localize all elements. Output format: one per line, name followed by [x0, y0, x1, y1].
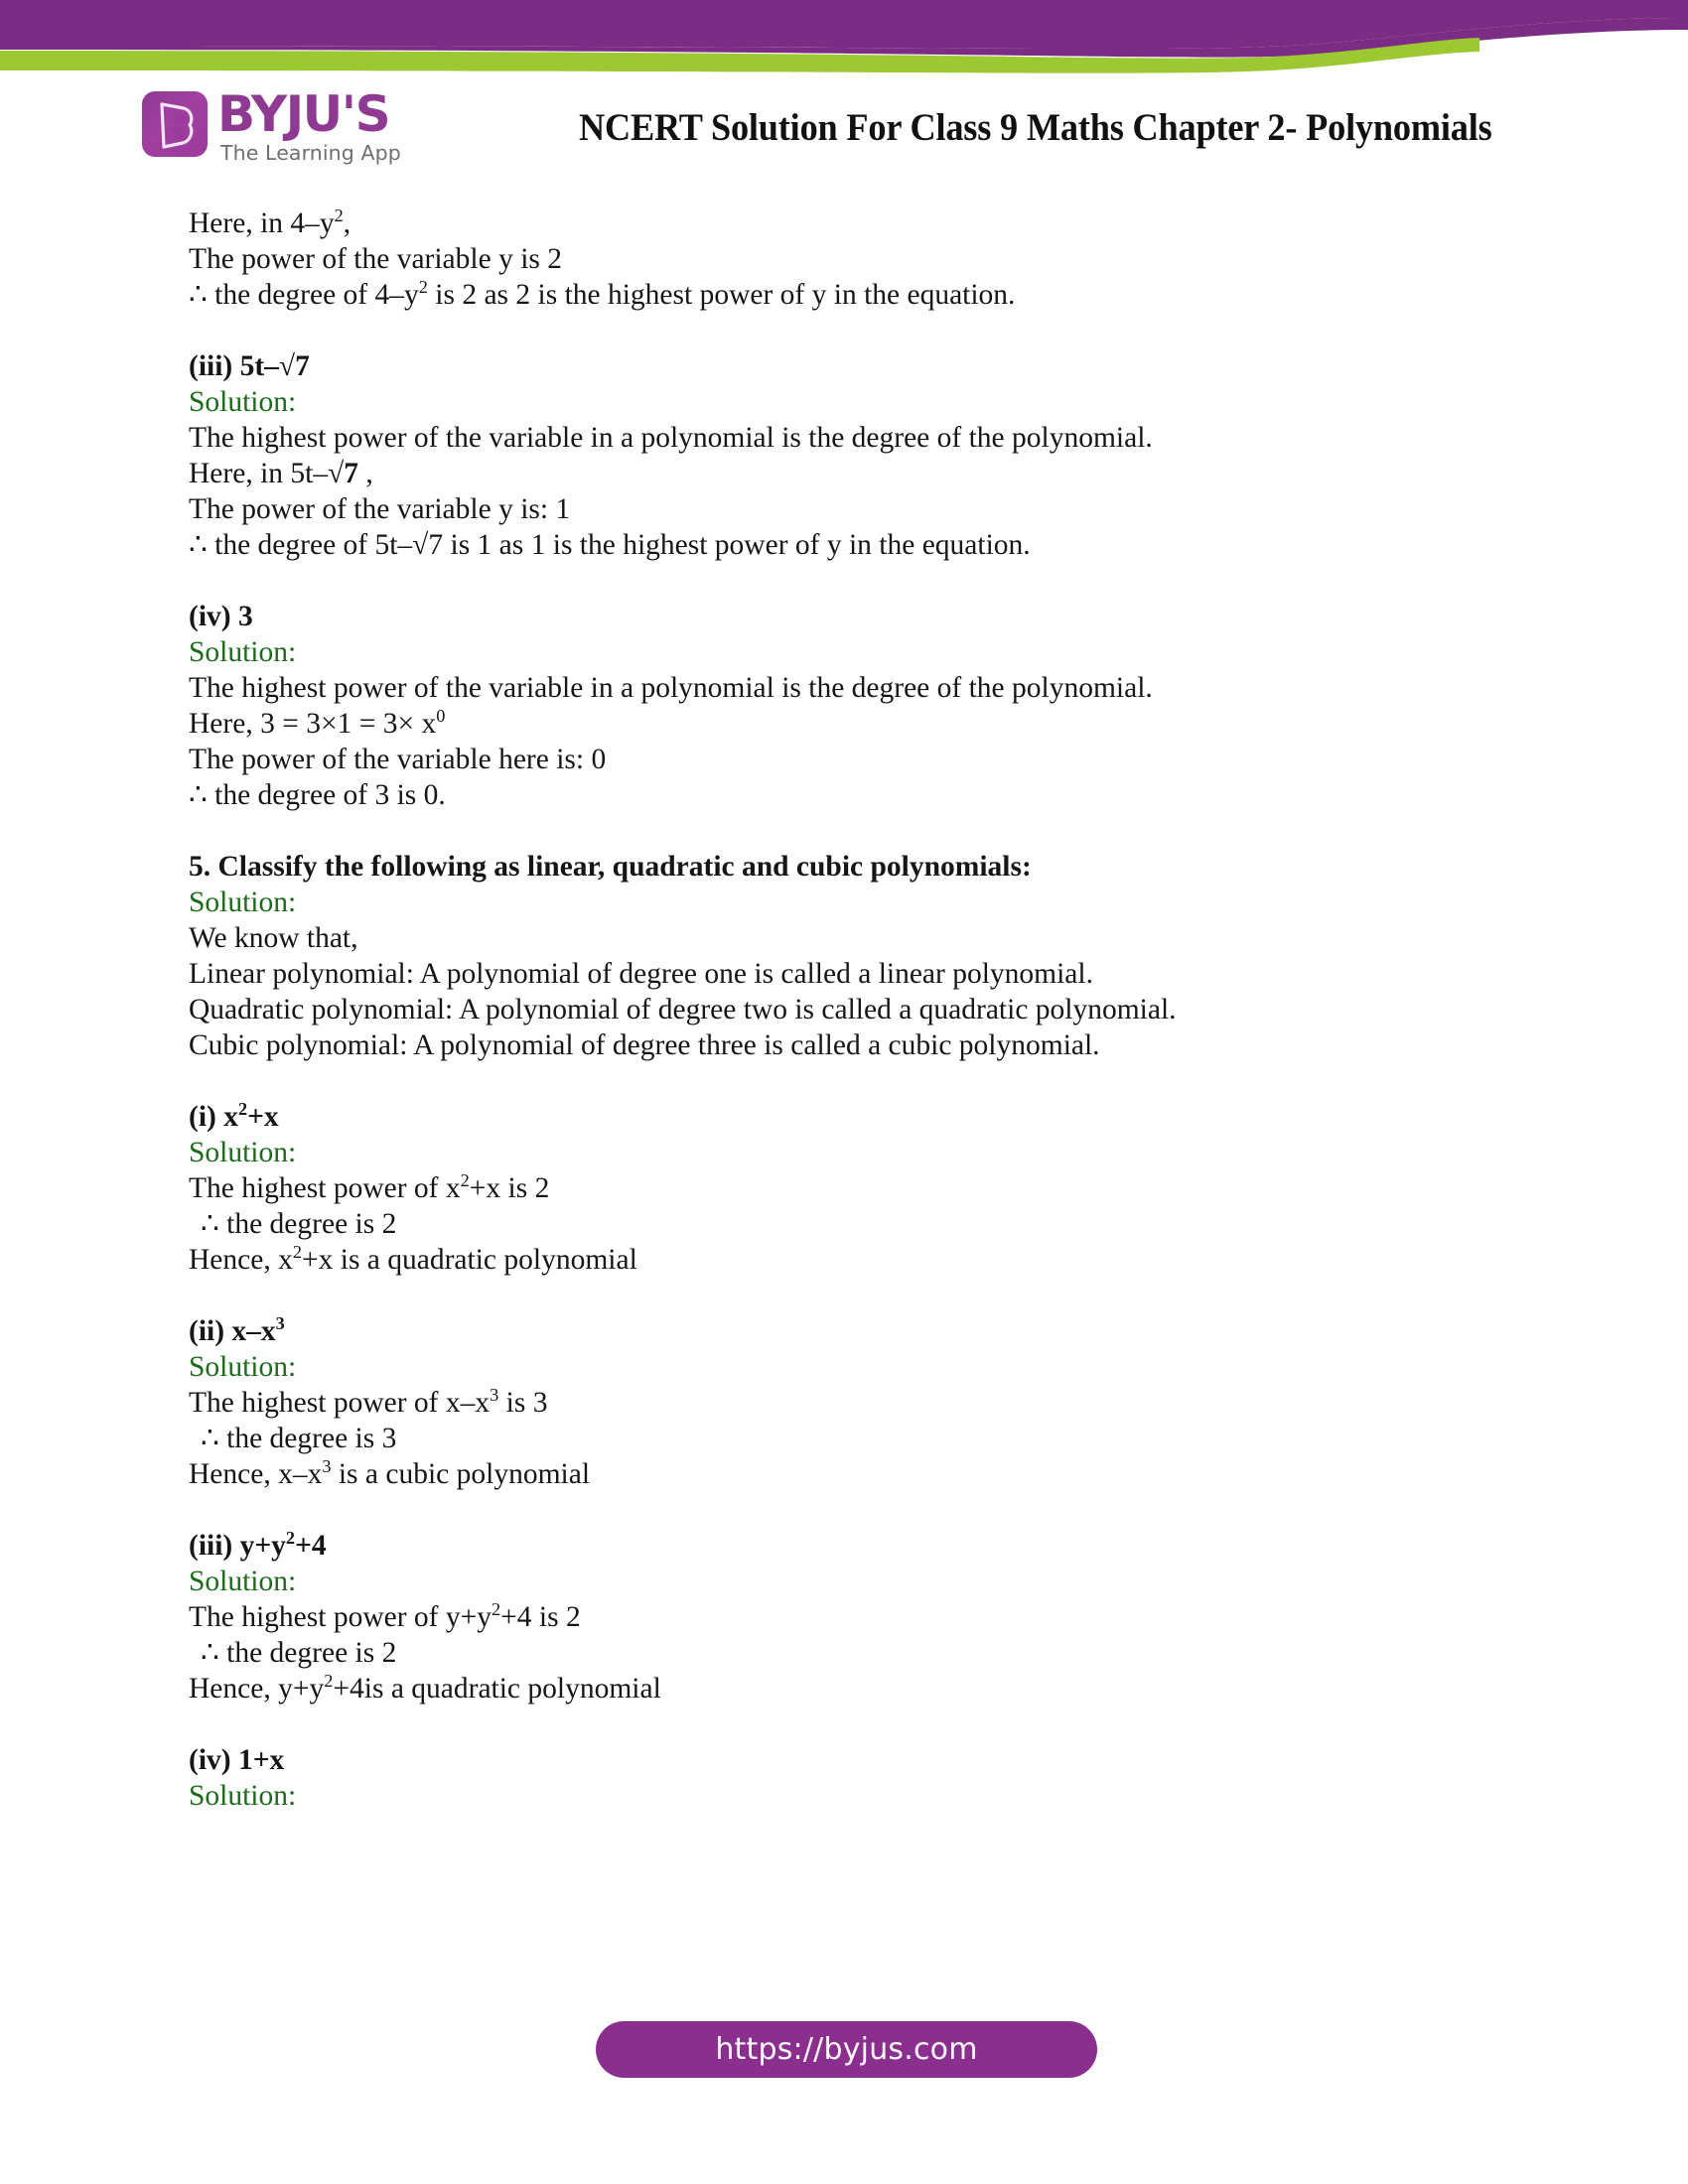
block-spacer: [189, 1492, 1380, 1528]
content-block-item-iv-3: [189, 599, 1380, 813]
text-line-hence-ii: Hence, $x-x^3$ is a cubic polynomial: [189, 1456, 591, 1490]
content-block-item-iv-1-plus-x: [189, 1742, 1380, 1814]
text-line-power-of-y-is-1: The power of the variable y is: 1: [189, 493, 571, 525]
solution-content: [189, 205, 1380, 1814]
text-line-highest-power-ii: The highest power of $x-x^3$ is 3: [189, 1385, 548, 1419]
text-line-solution-label-i: Solution:: [189, 1137, 297, 1168]
block-spacer: [189, 1278, 1380, 1313]
text-line-we-know-that: We know that,: [189, 922, 358, 954]
text-line-solution-label-q5: Solution:: [189, 887, 297, 918]
text-line-def-linear: Linear polynomial: A polynomial of degree one is called a linear polynomial.: [189, 958, 1093, 990]
text-line-solution-label-iv-2: Solution:: [189, 1780, 297, 1812]
byjus-wordmark: BYJU'S: [217, 85, 390, 143]
text-line-question-5-heading: 5. Classify the following as linear, quadratic and cubic polynomials:: [189, 851, 1032, 883]
content-block-question-5: [189, 849, 1380, 1063]
page-title: NCERT Solution For Class 9 Maths Chapter 2- Polynomials: [579, 106, 1492, 149]
block-spacer: [189, 813, 1380, 849]
text-line-heading-iv: (iv) 3: [189, 601, 253, 632]
header-decoration: [0, 0, 1688, 74]
text-line-definition-degree-iv: The highest power of the variable in a polynomial is the degree of the polynomial.: [189, 672, 1153, 704]
text-line-here-3-equals: Here, $3 = 3\times 1 = 3\times x^0$: [189, 706, 446, 740]
text-line-therefore-degree-3: ∴ the degree of 3 is 0.: [189, 779, 446, 811]
content-block-item-ii-x-minus-x3: [189, 1313, 1380, 1492]
text-line-solution-label-iii: Solution:: [189, 386, 297, 418]
content-block-item-iii-5t-root7: [189, 348, 1380, 563]
text-line-solution-label-iv: Solution:: [189, 636, 297, 668]
byjus-logo: [142, 85, 440, 187]
text-line-therefore-degree-5t: ∴ the degree of 5t–√7 is 1 as 1 is the highest power of y in the equation.: [189, 529, 1031, 561]
block-spacer: [189, 1706, 1380, 1742]
text-line-degree-iii-2: ∴ the degree is 2: [201, 1637, 397, 1669]
text-line-def-cubic: Cubic polynomial: A polynomial of degree three is called a cubic polynomial.: [189, 1029, 1100, 1061]
text-line-def-quadratic: Quadratic polynomial: A polynomial of degree two is called a quadratic polynomial.: [189, 994, 1177, 1025]
byjus-tagline: The Learning App: [220, 141, 401, 165]
text-line-hence-i: Hence, $x^2+x$ is a quadratic polynomial: [189, 1242, 637, 1276]
text-line-highest-power-iii-2: The highest power of $y+y^2+4$ is 2: [189, 1599, 581, 1633]
text-line-therefore-degree-4-y2: ∴ the degree of $4-y^2$ is 2 as 2 is the highest power of y in the equation.: [189, 277, 1016, 311]
text-line-heading-iii-2: (iii) $y+y^2+4$: [189, 1528, 327, 1562]
text-line-heading-iv-2: (iv) 1+x: [189, 1744, 285, 1776]
header-purple-band-lower: [0, 18, 1688, 58]
text-line-here-in-5t-root7: Here, in 5t–√7 ,: [189, 458, 373, 489]
block-spacer: [189, 1063, 1380, 1099]
text-line-degree-ii: ∴ the degree is 3: [201, 1423, 397, 1454]
text-line-solution-label-iii-2: Solution:: [189, 1566, 297, 1597]
footer-url-label: https://byjus.com: [715, 2032, 978, 2067]
header-green-band: [0, 38, 1479, 73]
masthead: [0, 77, 1688, 187]
text-line-heading-ii: (ii) $x-x^3$: [189, 1313, 285, 1347]
footer-url-button[interactable]: [596, 2021, 1097, 2078]
text-line-here-in-4-y2: Here, in $4-y^2$,: [189, 205, 352, 239]
text-line-heading-i: (i) $x^2+x$: [189, 1099, 279, 1133]
header-purple-band: [0, 0, 1688, 49]
text-line-power-of-y-is-2: The power of the variable y is 2: [189, 243, 562, 275]
content-block-carryover-4-minus-y2: [189, 205, 1380, 313]
text-line-hence-iii-2: Hence, $y+y^2+4is$ a quadratic polynomial: [189, 1671, 661, 1705]
text-line-heading-iii: (iii) 5t–√7: [189, 350, 310, 382]
text-line-power-here-is-0: The power of the variable here is: 0: [189, 744, 607, 775]
text-line-solution-label-ii: Solution:: [189, 1351, 297, 1383]
text-line-highest-power-i: The highest power of $x^2+x$ is 2: [189, 1170, 550, 1204]
text-line-definition-degree-iii: The highest power of the variable in a polynomial is the degree of the polynomial.: [189, 422, 1153, 454]
byjus-logo-mark-icon: [142, 91, 208, 157]
content-block-item-i-x2-plus-x: [189, 1099, 1380, 1278]
block-spacer: [189, 563, 1380, 599]
text-line-degree-i: ∴ the degree is 2: [201, 1208, 397, 1240]
content-block-item-iii-y-plus-y2-plus-4: [189, 1528, 1380, 1706]
block-spacer: [189, 313, 1380, 348]
